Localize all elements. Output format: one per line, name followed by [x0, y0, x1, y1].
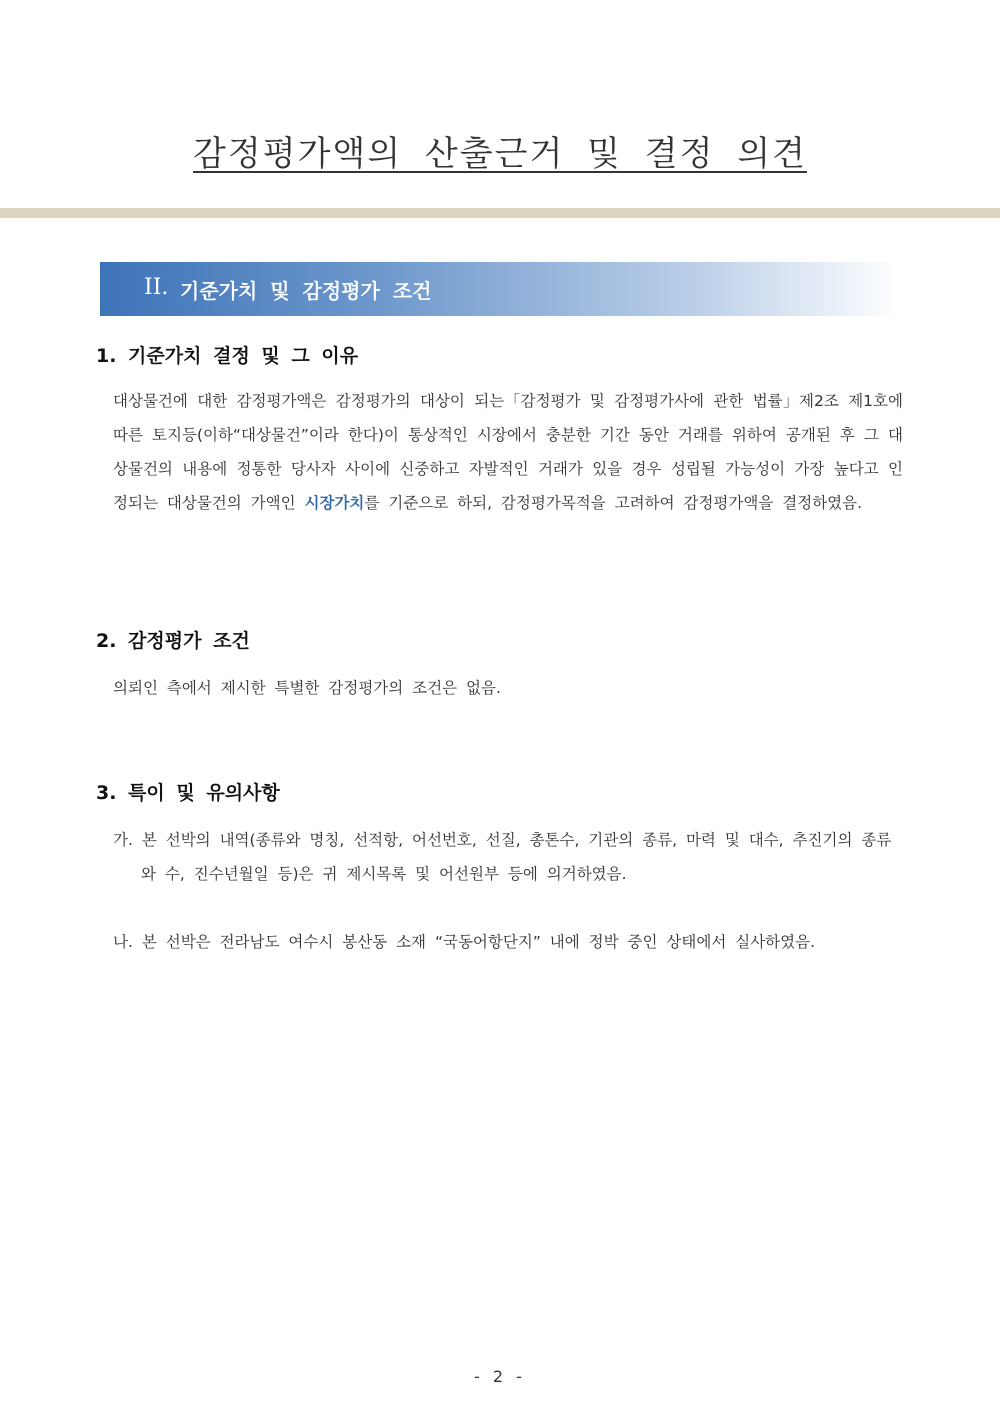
note-item-na: 나. 본 선박은 전라남도 여수시 봉산동 소재 “국동어항단지” 내에 정박 중인 상태에서 실사하였음. [113, 933, 816, 951]
paragraph-basis-of-value [113, 384, 903, 520]
note-item-ga: 가. 본 선박의 내역(종류와 명칭, 선적항, 어선번호, 선질, 총톤수, 기관의 종류, 마력 및 대수, 추진기의 종류와 수, 진수년월일 등)은 귀 제시목록 및 어선원부 등에 의거하였음. [113, 831, 892, 883]
paragraph-text-part-2: 를 기준으로 하되, 감정평가목적을 고려하여 감정평가액을 결정하였음. [364, 494, 863, 512]
paragraph-conditions: 의뢰인 측에서 제시한 특별한 감정평가의 조건은 없음. [113, 679, 501, 697]
document-title [0, 126, 1000, 175]
section-title: 기준가치 및 감정평가 조건 [180, 279, 432, 303]
market-value-highlight: 시장가치 [304, 494, 365, 512]
title-divider [0, 208, 1000, 218]
section-number: II. [144, 275, 169, 300]
page-number: - 2 - [474, 1367, 526, 1386]
subsection-heading-2: 2. 감정평가 조건 [96, 630, 250, 652]
subsection-heading-1: 1. 기준가치 결정 및 그 이유 [96, 345, 359, 367]
section-header-band [100, 262, 900, 316]
document-title-text: 감정평가액의 산출근거 및 결정 의견 [193, 134, 807, 174]
paragraph-text-part-1: 대상물건에 대한 감정평가액은 감정평가의 대상이 되는「감정평가 및 감정평가사에 관한 법률」제2조 제1호에 따른 토지등(이하“대상물건”이라 한다)이 통상적인 시장에서 충분한 기간 동안 거래를 위하여 공개된 후 그 대상물건의 내용에 정통한 당사자 사이에 신중하고 자발적인 거래가 있을 경우 성립될 가능성이 가장 높다고 인정되는 대상물건의 가액인 [113, 392, 903, 512]
subsection-heading-3: 3. 특이 및 유의사항 [96, 782, 280, 804]
